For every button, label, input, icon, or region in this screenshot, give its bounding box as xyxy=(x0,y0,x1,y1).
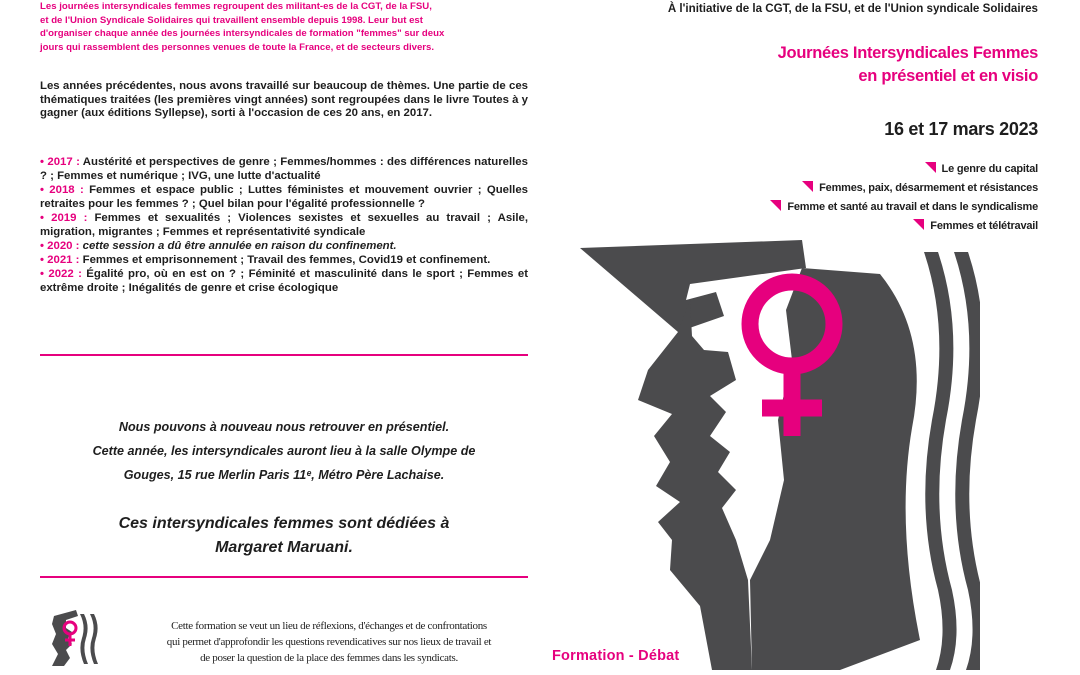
triangle-bullet-icon xyxy=(770,200,781,211)
theme-item: • 2019 : Femmes et sexualités ; Violences sexistes et sexuelles au travail ; Asile, migration, migrantes ; Femmes et représentativité syndicale xyxy=(40,212,528,238)
right-column xyxy=(540,0,1080,675)
mini-profile-logo-icon xyxy=(40,606,118,670)
triangle-bullet-icon xyxy=(913,219,924,230)
theme-item: • 2021 : Femmes et emprisonnement ; Travail des femmes, Covid19 et confinement. xyxy=(40,254,491,266)
profile-venus-illustration-icon xyxy=(540,240,980,670)
topic-item: Le genre du capital xyxy=(558,160,1038,179)
triangle-bullet-icon xyxy=(925,162,936,173)
formation-description: Cette formation se veut un lieu de réflexions, d'échanges et de confrontations qui permet d'approfondir les questions revendicatives sur nos lieux de travail et de poser la question de la place des femmes dans les syndicats. xyxy=(166,620,492,664)
presentiel-announcement: Nous pouvons à nouveau nous retrouver en présentiel. Cette année, les intersyndicales auront lieu à la salle Olympe de Gouges, 15 rue Merlin Paris 11ᵉ, Métro Père Lachaise. xyxy=(92,420,476,482)
formation-debat-label: Formation - Débat xyxy=(552,648,680,664)
theme-item: • 2017 : Austérité et perspectives de genre ; Femmes/hommes : des différences naturelles ? ; Femmes et numérique ; IVG, une lutte d'actualité xyxy=(40,156,528,182)
topic-item: Femmes, paix, désarmement et résistances xyxy=(558,179,1038,198)
theme-item: • 2018 : Femmes et espace public ; Luttes féministes et mouvement ouvrier ; Quelles retraites pour les femmes ? ; Quel bilan pour l'égalité professionnelle ? xyxy=(40,184,529,210)
dedication: Ces intersyndicales femmes sont dédiées à Margaret Maruani. xyxy=(118,515,450,556)
event-date: 16 et 17 mars 2023 xyxy=(884,119,1038,139)
previous-years-paragraph: Les années précédentes, nous avons travaillé sur beaucoup de thèmes. Une partie de ces thématiques traitées (les premières vingt années) sont regroupées dans le livre Toutes à y gagner (aux éditions Syllepse), sorti à l'occasion de ces 20 ans, en 2017. xyxy=(40,80,528,120)
initiative-line: À l'initiative de la CGT, de la FSU, et de l'Union syndicale Solidaires xyxy=(667,2,1038,15)
theme-item: • 2020 : cette session a dû être annulée en raison du confinement. xyxy=(40,240,397,252)
left-column xyxy=(40,0,530,675)
event-title: Journées Intersyndicales Femmes en présentiel et en visio xyxy=(777,44,1038,85)
themes-list xyxy=(40,155,528,295)
triangle-bullet-icon xyxy=(802,181,813,192)
pink-divider xyxy=(40,576,528,578)
topic-item: Femme et santé au travail et dans le syndicalisme xyxy=(558,198,1038,217)
pink-divider xyxy=(40,354,528,356)
topics-list xyxy=(558,160,1038,236)
intro-paragraph: Les journées intersyndicales femmes regroupent des militant-es de la CGT, de la FSU, et de l'Union Syndicale Solidaires qui travaillent ensemble depuis 1998. Leur but est d'organiser chaque année des journées intersyndicales de formation "femmes" sur deux jours qui rassemblent des personnes venues de toute la France, et de secteurs divers. xyxy=(40,1,445,53)
topic-item: Femmes et télétravail xyxy=(558,217,1038,236)
theme-item: • 2022 : Égalité pro, où en est on ? ; Féminité et masculinité dans le sport ; Femmes et extrême droite ; Inégalités de genre et crise écologique xyxy=(40,268,529,294)
